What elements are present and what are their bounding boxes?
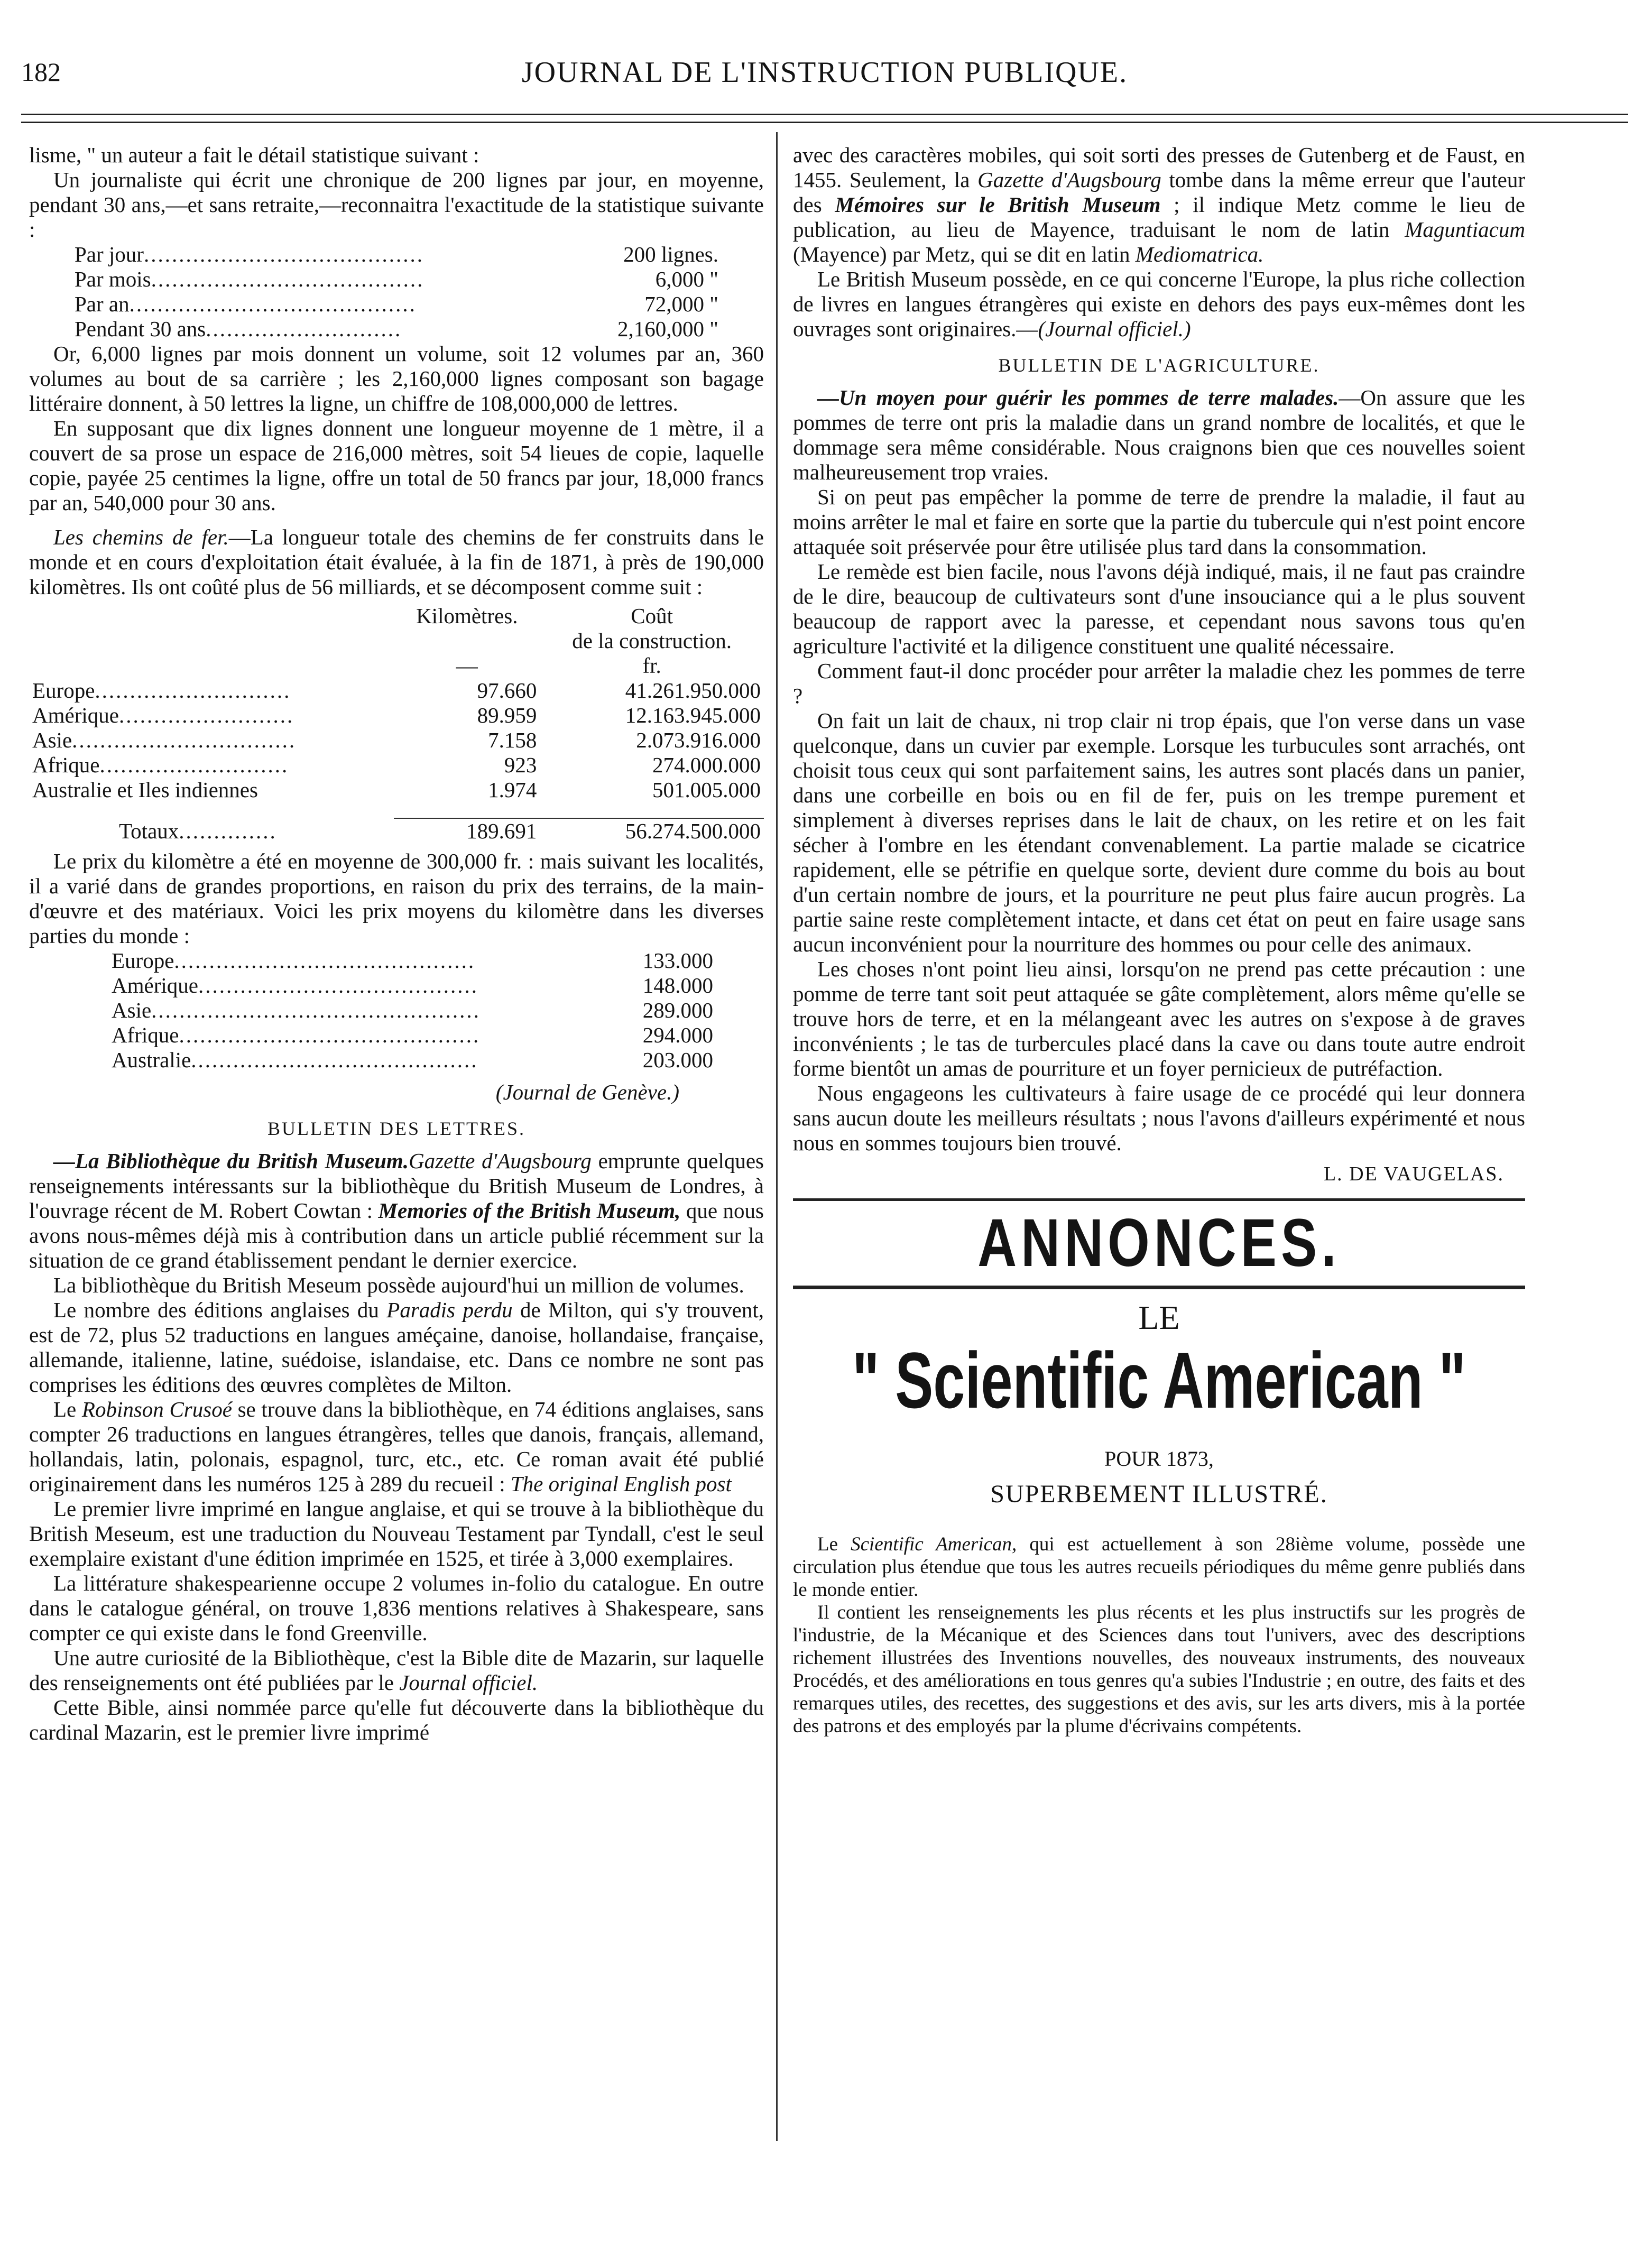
row-value: 148.000: [642, 973, 713, 997]
paragraph: Les chemins de fer.—La longueur totale des chemins de fer construits dans le monde et en cours d'exploitation était évaluée, à la fin de 1871, à près de 190,000 kilomètres. Ils ont coûté plus de 56 milliards, et se décomposent comme suit :: [29, 525, 764, 599]
row-cost: 41.261.950.000: [625, 678, 761, 703]
author-signature: L. DE VAUGELAS.: [1323, 1163, 1504, 1185]
row-label: Afrique: [32, 753, 100, 777]
section-heading-lettres: BULLETIN DES LETTRES.: [267, 1118, 525, 1139]
table-row: Amérique........................................ 148.000: [108, 973, 716, 998]
row-label: Amérique: [32, 703, 119, 727]
ad-year: POUR 1873,: [1104, 1447, 1214, 1471]
ad-le: LE: [1138, 1299, 1180, 1336]
table-row: [29, 778, 764, 802]
paragraph: La bibliothèque du British Meseum possède aujourd'hui un million de volumes.: [53, 1273, 744, 1297]
paragraph: Le remède est bien facile, nous l'avons déjà indiqué, mais, il ne faut pas craindre de le dire, beaucoup de cultivateurs sont d'une insouciance qui a le plus souvent beaucoup de rapport avec la paresse, et cependant nous savons tous qu'en agriculture l'activité et la diligence constituent une qualité nécessaire.: [793, 559, 1525, 658]
row-km: 1.974: [488, 778, 537, 802]
row-value: 133.000: [642, 948, 713, 973]
paragraph: Les choses n'ont point lieu ainsi, lorsqu'on ne prend pas cette précaution : une pomme de terre tant soit peut attaquée se gâte complètement, alors même qu'elle se trouve hors de terre, et en la mélangeant avec les autres on s'expose à de graves inconvénients ; le tas de turbercules placé dans la cave ou dans toute autre endroit forme bientôt un amas de pourriture et un foyer pernicieux de putréfaction.: [793, 957, 1525, 1080]
table-header-row: [29, 604, 764, 629]
row-cost: 501.005.000: [652, 778, 761, 802]
row-label: Afrique: [112, 1023, 179, 1047]
row-label: Australie: [112, 1048, 191, 1072]
paragraph: En supposant que dix lignes donnent une longueur moyenne de 1 mètre, il a couvert de sa prose un espace de 216,000 mètres, soit 54 lieues de copie, laquelle copie, payée 25 centimes la ligne, offre un total de 50 francs par jour, 18,000 francs par an, 540,000 pour 30 ans.: [29, 416, 764, 515]
table-header-row: [29, 629, 764, 653]
table-row: Europe............................ 97.660 41.261.950.000: [29, 678, 764, 703]
table-row: [71, 242, 722, 267]
statistics-table: [71, 242, 722, 341]
column-divider: [776, 132, 778, 2141]
row-value: 294.000: [642, 1023, 713, 1047]
table-row: Europe........................................... 133.000: [108, 948, 716, 973]
row-cost: 12.163.945.000: [625, 703, 761, 727]
row-label: Par mois.......................................: [75, 267, 424, 291]
row-km: 923: [504, 753, 537, 777]
article-title: Les chemins de fer.: [53, 525, 229, 549]
announcement-rule: [793, 1198, 1525, 1201]
table-row: Asie............................................... 289.000: [108, 998, 716, 1023]
paragraph: Cette Bible, ainsi nommée parce qu'elle fut découverte dans la bibliothèque du cardinal Mazarin, est le premier livre imprimé: [29, 1695, 764, 1744]
announcement-rule-thick: [793, 1286, 1525, 1289]
column-dash: —: [456, 653, 478, 678]
ad-title: " Scientific American ": [852, 1336, 1466, 1425]
total-cost: 56.274.500.000: [625, 819, 761, 843]
paragraph: Comment faut-il donc procéder pour arrêter la maladie chez les pommes de terre ?: [793, 659, 1525, 708]
right-column: [793, 143, 1525, 1738]
row-label: Amérique: [112, 973, 198, 997]
announcements-heading: ANNONCES.: [977, 1205, 1341, 1281]
row-value: 6,000 ": [655, 267, 718, 291]
table-row: Afrique........................... 923 274.000.000: [29, 753, 764, 778]
spacer-row: [29, 802, 764, 818]
ad-subtitle: SUPERBEMENT ILLUSTRÉ.: [990, 1480, 1328, 1508]
ad-paragraph: Le Scientific American, qui est actuellement à son 28ième volume, possède une circulation plus étendue que tous les autres recueils périodiques du même genre publiés dans le monde entier.: [793, 1533, 1526, 1601]
paragraph: avec des caractères mobiles, qui soit sorti des presses de Gutenberg et de Faust, en 1455. Seulement, la Gazette d'Augsbourg tombe dans la même erreur que l'auteur des Mémoires sur le British Museum ; il indique Metz comme le lieu de publication, au lieu de Mayence, traduisant le nom de latin Maguntiacum (Mayence) par Metz, qui se dit en latin Mediomatrica.: [793, 143, 1526, 266]
column-header-cost-sub: de la construction.: [572, 629, 732, 653]
article-title: —Un moyen pour guérir les pommes de terre malades.: [817, 385, 1339, 410]
ad-paragraph: Il contient les renseignements les plus récents et les plus instructifs sur les progrès de l'industrie, de la Mécanique et des Sciences dans tout l'univers, avec des descriptions richement illustrées des Inventions nouvelles, des nouveaux instruments, des nouveaux Procédés, et des améliorations en tous genres qu'a subies l'Industrie ; en outre, des faits et des remarques utiles, des recettes, des suggestions et des avis, sur les arts divers, mis à la portée des patrons et des employés par la plume d'écrivains compétents.: [793, 1602, 1525, 1737]
paragraph: Or, 6,000 lignes par mois donnent un volume, soit 12 volumes par an, 360 volumes au bout de sa carrière ; les 2,160,000 lignes composant son bagage littéraire donnent, à 50 lettres la ligne, un chiffre de 108,000,000 de lettres.: [29, 341, 764, 415]
paragraph: —La Bibliothèque du British Museum.Gazette d'Augsbourg emprunte quelques renseignements intéressants sur la bibliothèque du British Museum de Londres, à l'ouvrage récent de M. Robert Cowtan : Memories of the British Museum, que nous avons nous-mêmes déjà mis à contribution dans un article publié récemment sur la situation de ce grand établissement pendant le dernier exercice.: [29, 1149, 764, 1272]
row-cost: 2.073.916.000: [636, 728, 761, 752]
paragraph: —Un moyen pour guérir les pommes de terre malades.—On assure que les pommes de terre ont pris la maladie dans un grand nombre de localités, et que le dommage sera même considérable. Nous craignons bien que ces nouvelles soient malheureusement trop vraies.: [793, 385, 1526, 484]
paragraph: Le Robinson Crusoé se trouve dans la bibliothèque, en 74 éditions anglaises, sans compter 26 traductions en langues étrangères, telles que danois, français, allemand, hollandais, latin, polonais, espagnol, turc, etc., etc. Ce roman avait été publié originairement dans les numéros 125 à 289 du recueil : The original English post: [29, 1397, 764, 1496]
row-cost: 274.000.000: [652, 753, 761, 777]
table-row: [71, 317, 722, 341]
paragraph: Nous engageons les cultivateurs à faire usage de ce procédé qui leur donnera sans aucun doute les meilleurs résultats ; nous l'avons d'ailleurs expérimenté et nous nous en sommes toujours bien trouvé.: [793, 1081, 1525, 1155]
row-km: 97.660: [477, 678, 537, 703]
railway-table: [29, 604, 764, 844]
total-km: 189.691: [466, 819, 537, 843]
header-rule: [21, 114, 1628, 123]
row-label: Pendant 30 ans............................: [75, 317, 402, 341]
price-table: [108, 948, 716, 1073]
running-title: JOURNAL DE L'INSTRUCTION PUBLIQUE.: [521, 56, 1128, 89]
paragraph: Si on peut pas empêcher la pomme de terre de prendre la maladie, il faut au moins arrêter le mal et faire en sorte que la partie du tubercule qui n'est point encore attaquée soit préservée pour être utilisée plus tard dans la consommation.: [793, 485, 1525, 559]
article-title: —La Bibliothèque du British Museum.: [53, 1149, 409, 1173]
row-value: 72,000 ": [644, 292, 718, 316]
paragraph: La littérature shakespearienne occupe 2 volumes in-folio du catalogue. En outre dans le catalogue général, on trouve 1,836 mentions relatives à Shakespeare, sans compter ce qui existe dans le fond Greenville.: [29, 1571, 764, 1645]
table-row: Afrique........................................... 294.000: [108, 1023, 716, 1048]
row-value: 200 lignes.: [623, 242, 718, 266]
row-label: Par jour........................................: [75, 242, 424, 266]
paragraph: lisme, " un auteur a fait le détail statistique suivant :: [29, 143, 479, 167]
row-label: Europe: [32, 678, 95, 703]
row-value: 289.000: [642, 998, 713, 1022]
column-unit: fr.: [642, 653, 661, 678]
total-label: Totaux: [119, 818, 179, 843]
table-row: Asie................................ 7.158 2.073.916.000: [29, 728, 764, 753]
section-heading-agriculture: BULLETIN DE L'AGRICULTURE.: [998, 355, 1320, 376]
table-row: Amérique......................... 89.959 12.163.945.000: [29, 703, 764, 728]
table-header-row: [29, 653, 764, 678]
left-column: [29, 143, 764, 1745]
paragraph: Le premier livre imprimé en langue anglaise, et qui se trouve à la bibliothèque du British Meseum, est une traduction du Nouveau Testament par Tyndall, c'est le seul exemplaire existant d'une édition imprimée en 1525, et tirée à 3,000 exemplaires.: [29, 1496, 764, 1570]
table-total-row: Totaux.............. 189.691 56.274.500.000: [29, 818, 764, 844]
row-value: 2,160,000 ": [617, 317, 718, 341]
row-label: Asie: [32, 728, 72, 752]
row-km: 89.959: [477, 703, 537, 727]
row-value: 203.000: [642, 1048, 713, 1072]
table-row: Australie......................................... 203.000: [108, 1048, 716, 1073]
paragraph: Une autre curiosité de la Bibliothèque, c'est la Bible dite de Mazarin, sur laquelle des renseignements ont été publiées par le Journal officiel.: [29, 1646, 764, 1695]
row-label: Australie et Iles indiennes: [32, 778, 258, 802]
paragraph: Le British Museum possède, en ce qui concerne l'Europe, la plus riche collection de livres en langues étrangères qui existe en dehors des pays eux-mêmes dont les ouvrages sont originaires.—(Journal officiel.): [793, 267, 1525, 341]
paragraph: On fait un lait de chaux, ni trop clair ni trop épais, que l'on verse dans un vase quelconque, dans un cuvier par exemple. Lorsque les turbucules sont arrachés, ont choisit tous ceux qui sont parfaitement sains, les autres sont placés dans un panier, dans une corbeille en bois ou en fil de fer, puis on les trempe purement et simplement à diverses reprises dans le lait de chaux, on les retire et on les fait sécher à l'ombre en les étendant convenablement. La partie malade se cicatrice rapidement, elle se pétrifie en quelque sorte, devient dure comme du bois au bout d'un certain nombre de jours, et la pourriture ne peut plus faire aucun progrès. La partie saine reste complètement intacte, et dans cet état on peut en faire usage sans aucun inconvénient pour la nourriture des hommes ou pour celle des animaux.: [793, 708, 1525, 956]
paragraph: Un journaliste qui écrit une chronique de 200 lignes par jour, en moyenne, pendant 30 ans,—et sans retraite,—reconnaitra l'exactitude de la statistique suivante :: [29, 168, 764, 242]
table-row: [71, 267, 722, 292]
row-km: 7.158: [488, 728, 537, 752]
paragraph: Le prix du kilomètre a été en moyenne de 300,000 fr. : mais suivant les localités, il a varié dans de grandes proportions, en raison du prix des terrains, de la main-d'œuvre et des matériaux. Voici les prix moyens du kilomètre dans les diverses parties du monde :: [29, 849, 764, 948]
paragraph: Le nombre des éditions anglaises du Paradis perdu de Milton, qui s'y trouvent, est de 72, plus 52 traductions en langues améçaine, danoise, hollandaise, française, allemande, italienne, latine, suédoise, islandaise, etc. Dans ce nombre ne sont pas comprises les éditions des œuvres complètes de Milton.: [29, 1298, 764, 1397]
page-number: 182: [21, 57, 61, 87]
column-header-km: Kilomètres.: [416, 604, 518, 628]
row-label: Europe: [112, 948, 174, 973]
table-row: [71, 292, 722, 317]
row-label: Asie: [112, 998, 152, 1022]
column-header-cost: Coût: [631, 604, 673, 628]
row-label: Par an.........................................: [75, 292, 417, 316]
source-citation: (Journal de Genève.): [495, 1080, 679, 1104]
page-header: [21, 50, 1628, 98]
